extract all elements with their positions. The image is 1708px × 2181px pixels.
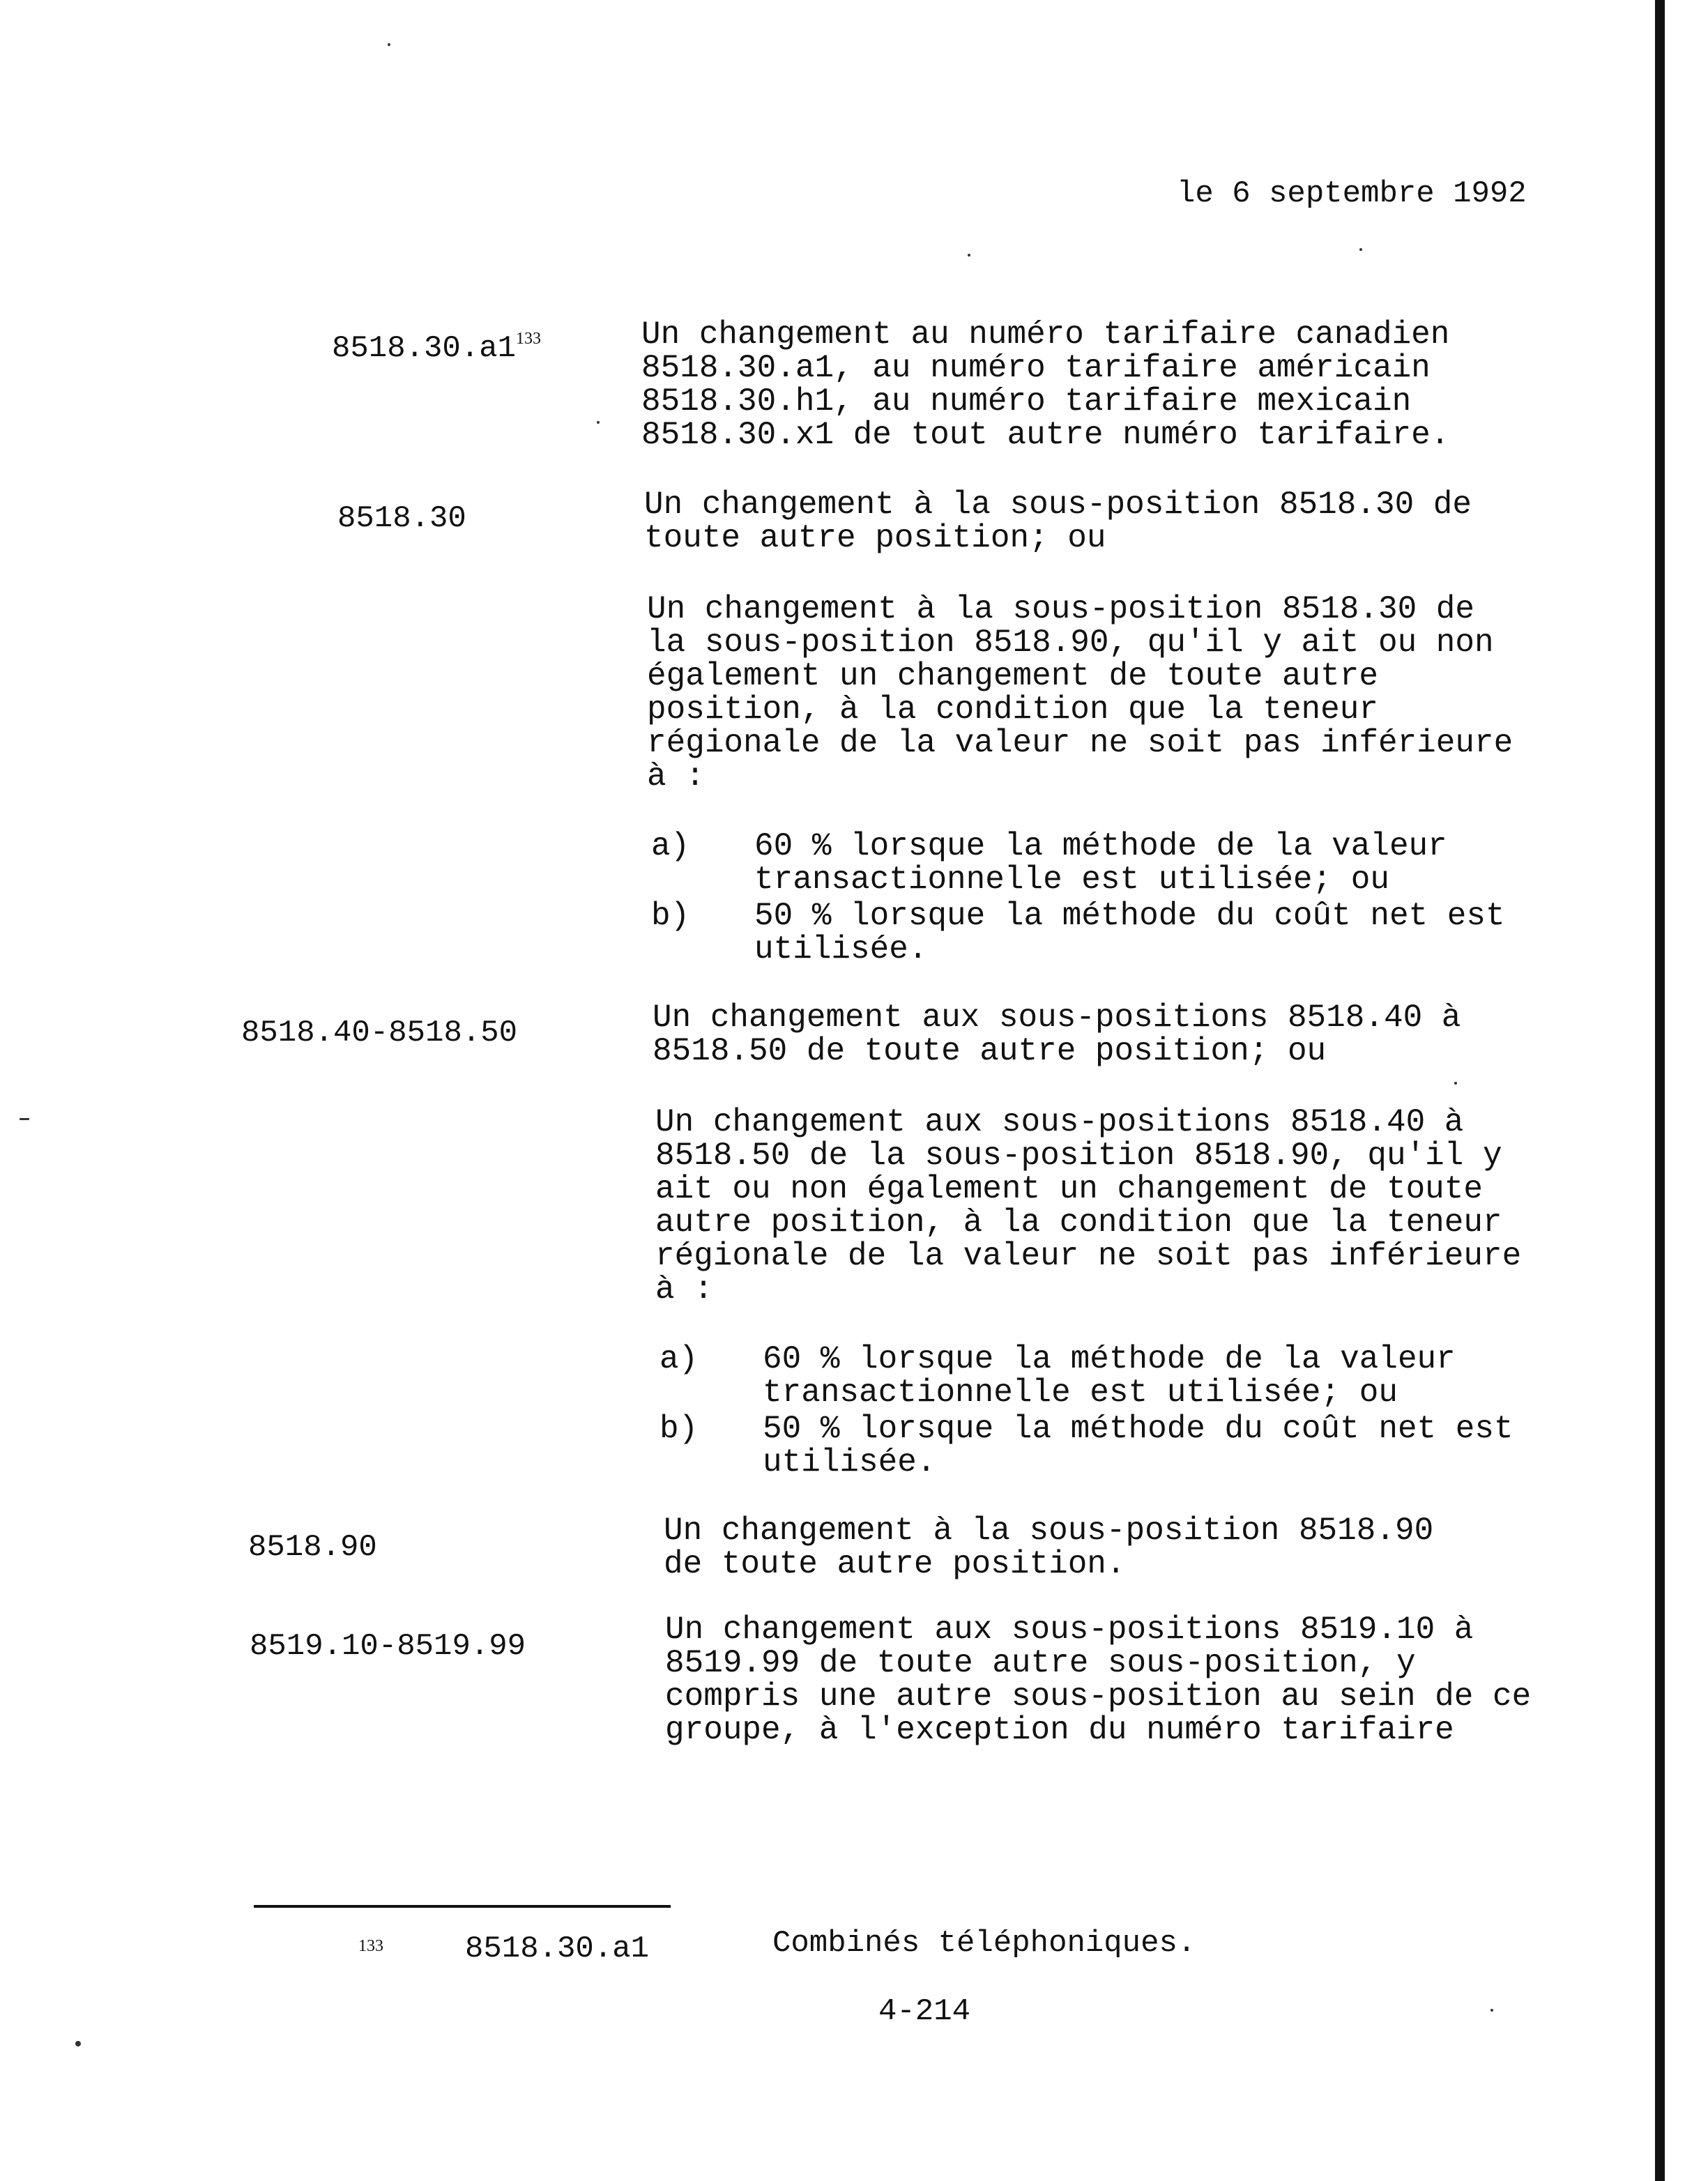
text-line: 8518.30.a1, au numéro tarifaire américain [641, 350, 1431, 386]
text-line: 8518.30.h1, au numéro tarifaire mexicain [641, 383, 1412, 420]
rule-text [664, 1514, 1433, 1581]
scan-speck [1454, 1082, 1457, 1085]
text-line: Un changement aux sous-positions 8518.40 à [655, 1104, 1464, 1140]
scan-edge-border [1655, 0, 1665, 2181]
rule-text [641, 318, 1449, 452]
scan-speck [75, 2041, 81, 2046]
text-line: 50 % lorsque la méthode du coût net est [763, 1411, 1513, 1447]
tariff-code-8518-30-a1 [332, 330, 541, 367]
document-date: le 6 septembre 1992 [1177, 176, 1527, 211]
item-label: b) [659, 1411, 699, 1447]
text-line: compris une autre sous-position au sein de ce [665, 1678, 1532, 1715]
text-line: 60 % lorsque la méthode de la valeur [763, 1341, 1456, 1377]
text-line: position, à la condition que la teneur [647, 691, 1378, 728]
rule-text [653, 1001, 1461, 1068]
rule-text [647, 592, 1513, 793]
text-line: Un changement à la sous-position 8518.30 de [647, 591, 1474, 627]
scan-speck [388, 43, 390, 46]
text-line: Un changement aux sous-positions 8518.40 à [653, 1000, 1461, 1036]
text-line: à : [647, 758, 705, 795]
text-line: 60 % lorsque la méthode de la valeur [754, 828, 1447, 864]
tariff-code-8518-30: 8518.30 [337, 501, 466, 536]
text-line: 8519.99 de toute autre sous-position, y [665, 1645, 1416, 1681]
rule-text [644, 488, 1472, 555]
tariff-code-8518-40-8518-50: 8518.40-8518.50 [241, 1016, 518, 1050]
text-line: transactionnelle est utilisée; ou [754, 862, 1389, 898]
scan-speck [1490, 2009, 1493, 2012]
item-label: a) [651, 828, 690, 864]
footnote-code: 8518.30.a1 [465, 1931, 650, 1966]
text-line: de toute autre position. [664, 1546, 1126, 1582]
tariff-code-8519-10-8519-99: 8519.10-8519.99 [250, 1629, 526, 1664]
text-line: Un changement à la sous-position 8518.30 de [644, 487, 1472, 523]
item-label: b) [651, 898, 690, 934]
tariff-code-text: 8518.30.a1 [332, 331, 517, 366]
text-line: transactionnelle est utilisée; ou [763, 1375, 1398, 1411]
scan-speck [597, 421, 600, 424]
footnote-separator [254, 1905, 671, 1908]
text-line: également un changement de toute autre [647, 658, 1378, 694]
text-line: groupe, à l'exception du numéro tarifaire [665, 1712, 1454, 1748]
item-text [763, 1342, 1456, 1409]
text-line: utilisée. [763, 1444, 936, 1480]
text-line: autre position, à la condition que la teneur [655, 1204, 1502, 1241]
text-line: à : [655, 1271, 713, 1308]
text-line: 50 % lorsque la méthode du coût net est [754, 898, 1505, 934]
text-line: régionale de la valeur ne soit pas inférieure [647, 725, 1513, 761]
text-line: 8518.50 de toute autre position; ou [653, 1033, 1327, 1069]
text-line: Un changement au numéro tarifaire canadien [641, 316, 1450, 353]
rule-text [655, 1105, 1521, 1306]
text-line: Un changement aux sous-positions 8519.10 à [665, 1612, 1474, 1648]
text-line: Un changement à la sous-position 8518.90 [664, 1513, 1434, 1549]
text-line: utilisée. [754, 931, 928, 967]
item-text [754, 899, 1505, 966]
text-line: ait ou non également un changement de toute [655, 1171, 1483, 1207]
footnote-reference: 133 [516, 330, 542, 348]
text-line: régionale de la valeur ne soit pas inférieure [655, 1238, 1522, 1274]
scan-speck [20, 1118, 29, 1120]
rule-text [665, 1613, 1531, 1747]
tariff-code-8518-90: 8518.90 [248, 1530, 377, 1565]
text-line: 8518.30.x1 de tout autre numéro tarifaire. [641, 417, 1450, 453]
footnote-number: 133 [358, 1937, 383, 1955]
page-number: 4-214 [878, 1994, 971, 2029]
item-text [763, 1412, 1513, 1479]
scan-speck [968, 254, 970, 257]
scan-speck [1359, 248, 1362, 251]
item-label: a) [659, 1341, 699, 1377]
item-text [754, 829, 1447, 896]
text-line: 8518.50 de la sous-position 8518.90, qu'il y [655, 1138, 1502, 1174]
footnote-text: Combinés téléphoniques. [772, 1926, 1196, 1961]
text-line: toute autre position; ou [644, 520, 1106, 556]
text-line: la sous-position 8518.90, qu'il y ait ou non [647, 625, 1494, 661]
